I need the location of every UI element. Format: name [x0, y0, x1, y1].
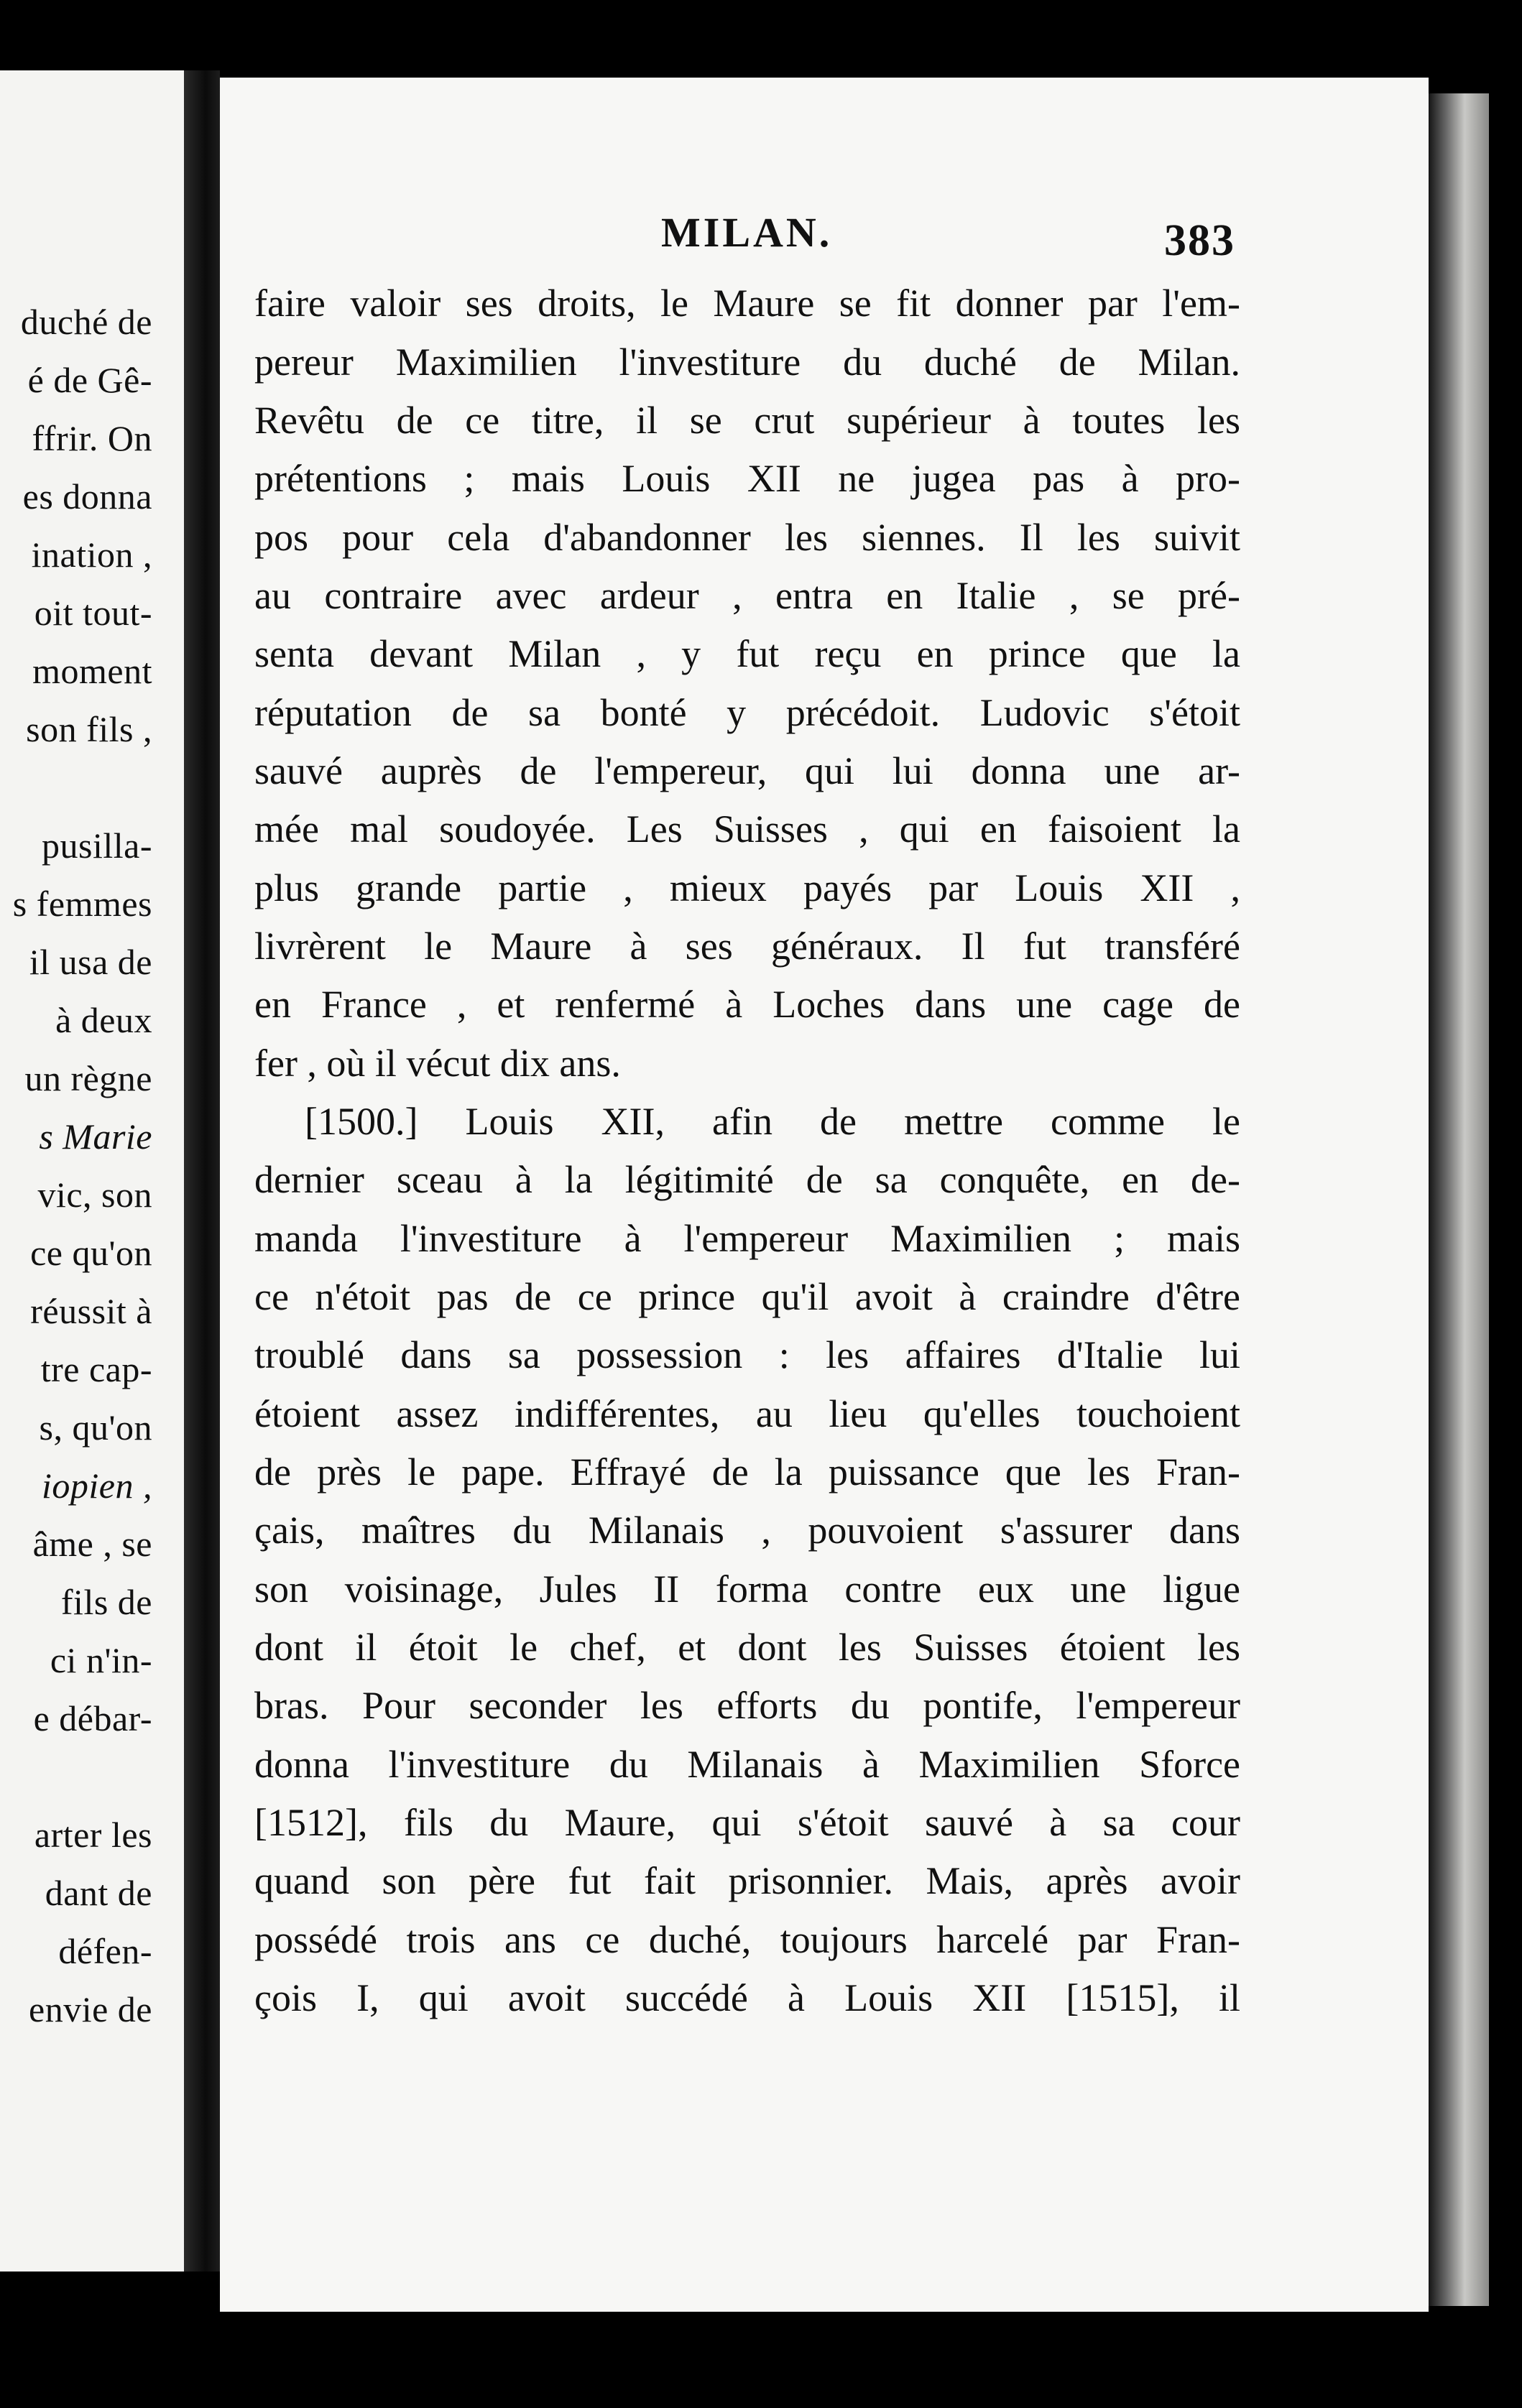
text-line: sauvé auprès de l'empereur, qui lui donna une ar- [254, 749, 1240, 792]
facing-line: envie de [29, 1989, 152, 2029]
facing-line: fils de [60, 1582, 152, 1622]
facing-line: moment [32, 651, 152, 691]
facing-line: son fils , [26, 709, 152, 749]
page-number: 383 [1164, 216, 1235, 265]
page-edge [1429, 93, 1489, 2306]
text-line: son voisinage, Jules II forma contre eux une ligue [254, 1567, 1240, 1611]
facing-line: es donna [22, 476, 152, 517]
text-line: dernier sceau à la légitimité de sa conquête, en de- [254, 1158, 1240, 1201]
facing-line: s femmes [12, 884, 152, 924]
facing-line: pusilla- [42, 825, 152, 866]
facing-line: tre cap- [40, 1349, 152, 1389]
text-line: mée mal soudoyée. Les Suisses , qui en faisoient la [254, 807, 1240, 851]
facing-line: il usa de [29, 942, 152, 982]
text-line: de près le pape. Effrayé de la puissance que les Fran- [254, 1450, 1240, 1494]
facing-line: e débar- [33, 1698, 152, 1738]
text-line: en France , et renfermé à Loches dans une cage de [254, 983, 1240, 1026]
facing-line: réussit à [30, 1291, 152, 1331]
facing-line: arter les [34, 1815, 152, 1855]
facing-line: ination , [31, 534, 152, 575]
facing-line: ce qu'on [30, 1233, 152, 1273]
text-line: manda l'investiture à l'empereur Maximilien ; mais [254, 1217, 1240, 1260]
text-line: [1512], fils du Maure, qui s'étoit sauvé à sa cour [254, 1801, 1240, 1844]
text-line: étoient assez indifférentes, au lieu qu'elles touchoient [254, 1392, 1240, 1435]
text-line: bras. Pour seconder les efforts du pontife, l'empereur [254, 1684, 1240, 1727]
facing-line: âme , se [32, 1524, 152, 1564]
facing-line: iopien , [42, 1465, 152, 1506]
facing-line: s Marie [39, 1116, 152, 1157]
facing-line: é de Gê- [27, 360, 152, 400]
facing-line: ci n'in- [50, 1640, 152, 1680]
facing-line: vic, son [37, 1175, 152, 1215]
facing-line: dant de [45, 1873, 152, 1913]
text-line: pereur Maximilien l'investiture du duché de Milan. [254, 341, 1240, 384]
facing-page-fragment [0, 70, 184, 2272]
facing-line: oit tout- [34, 593, 152, 633]
running-title: MILAN. [661, 209, 833, 256]
text-line: livrèrent le Maure à ses généraux. Il fut transféré [254, 925, 1240, 968]
text-line: fer , où il vécut dix ans. [254, 1042, 621, 1085]
facing-line: duché de [20, 302, 152, 342]
text-line: çois I, qui avoit succédé à Louis XII [1515], il [254, 1976, 1240, 2019]
text-line: prétentions ; mais Louis XII ne jugea pas à pro- [254, 457, 1240, 500]
text-line: dont il étoit le chef, et dont les Suisses étoient les [254, 1626, 1240, 1669]
facing-line: un règne [24, 1058, 152, 1098]
text-line: donna l'investiture du Milanais à Maximilien Sforce [254, 1743, 1240, 1786]
text-line: ce n'étoit pas de ce prince qu'il avoit à craindre d'être [254, 1275, 1240, 1318]
facing-line: à deux [55, 1000, 152, 1040]
facing-line: s, qu'on [39, 1407, 152, 1448]
text-line: possédé trois ans ce duché, toujours harcelé par Fran- [254, 1918, 1240, 1961]
text-line: [1500.] Louis XII, afin de mettre comme le [305, 1100, 1240, 1143]
facing-line: défen- [58, 1931, 152, 1971]
text-line: faire valoir ses droits, le Maure se fit donner par l'em- [254, 282, 1240, 325]
text-line: çais, maîtres du Milanais , pouvoient s'assurer dans [254, 1509, 1240, 1552]
text-line: troublé dans sa possession : les affaires d'Italie lui [254, 1333, 1240, 1376]
text-line: réputation de sa bonté y précédoit. Ludovic s'étoit [254, 691, 1240, 734]
facing-line: ffrir. On [32, 418, 152, 458]
text-line: Revêtu de ce titre, il se crut supérieur à toutes les [254, 399, 1240, 442]
text-line: senta devant Milan , y fut reçu en prince que la [254, 632, 1240, 675]
book-gutter [184, 70, 220, 2272]
text-line: quand son père fut fait prisonnier. Mais, après avoir [254, 1859, 1240, 1902]
text-line: au contraire avec ardeur , entra en Italie , se pré- [254, 574, 1240, 617]
text-line: plus grande partie , mieux payés par Louis XII , [254, 866, 1240, 909]
text-line: pos pour cela d'abandonner les siennes. Il les suivit [254, 516, 1240, 559]
